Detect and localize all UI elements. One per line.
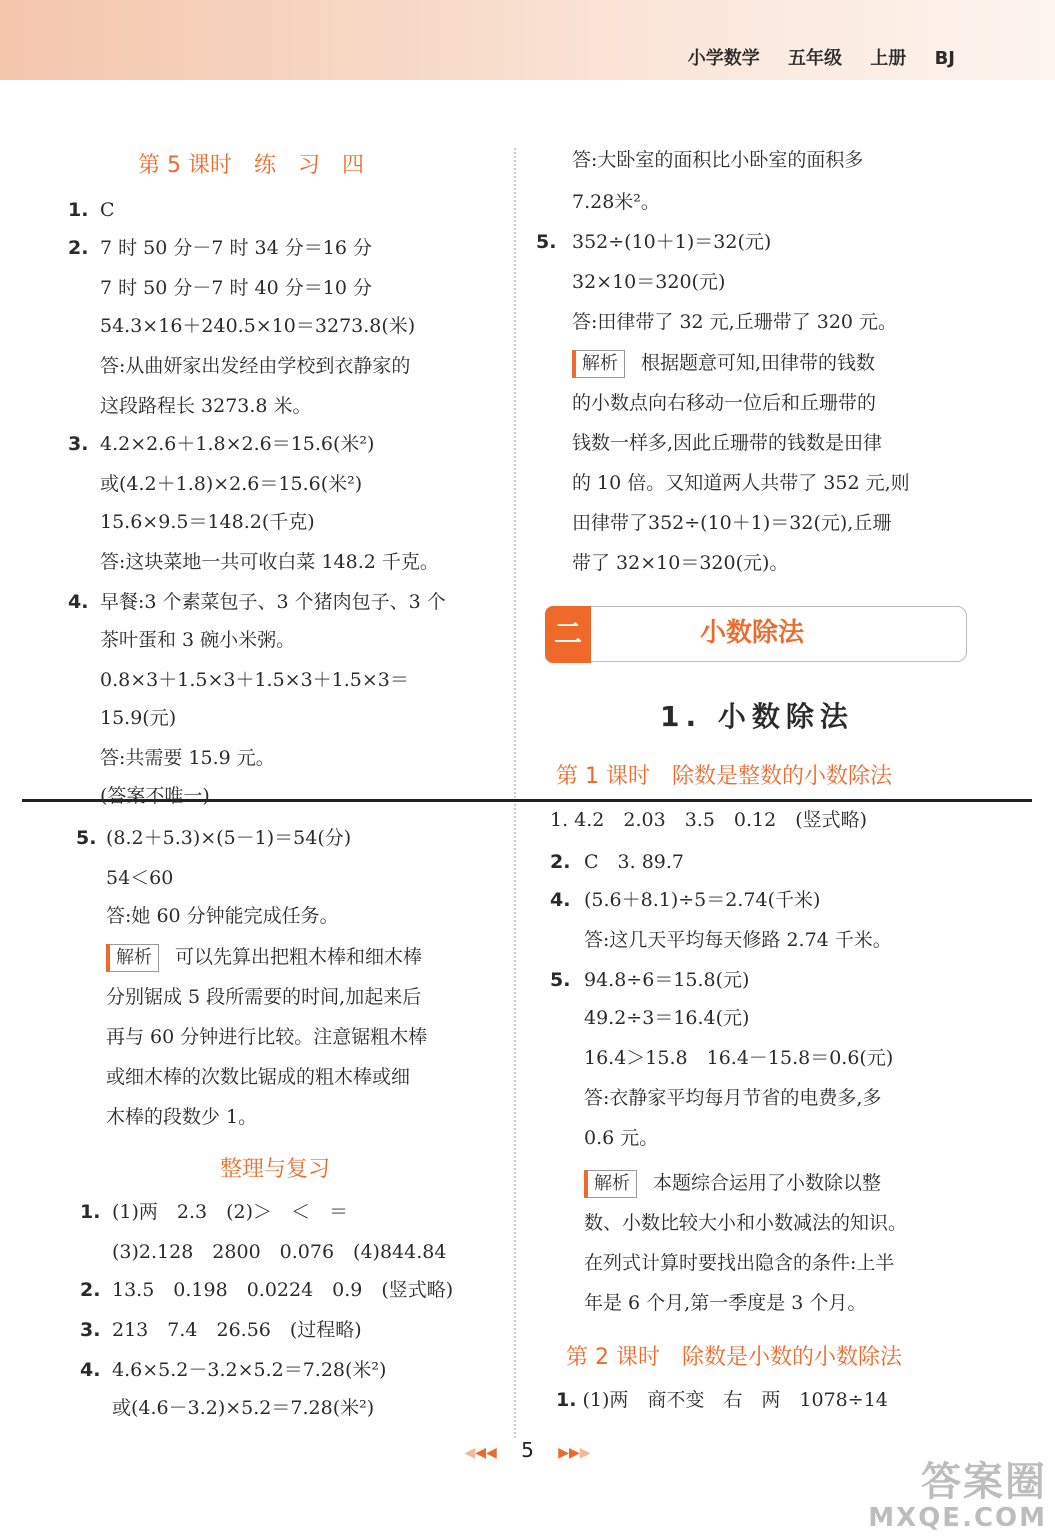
answer-text: 这段路程长 3273.8 米。 — [100, 395, 312, 417]
lesson2-line: 1. (1)两 商不变 右 两 1078÷14 — [556, 1389, 888, 1411]
volume: 上册 — [870, 48, 907, 69]
answer-text: C 3. 89.7 — [584, 851, 685, 873]
answer-line — [100, 464, 362, 504]
analysis-block — [106, 937, 422, 977]
question-number: 1. — [68, 199, 89, 221]
answer-line — [100, 698, 176, 738]
lesson1-title: 第 1 课时 除数是整数的小数除法 — [556, 764, 892, 789]
answer-text: 15.9(元) — [100, 707, 177, 729]
question-number: 4. — [68, 591, 89, 613]
analysis-line: 木棒的段数少 1。 — [106, 1106, 258, 1128]
answer-text: 茶叶蛋和 3 碗小米粥。 — [100, 629, 296, 651]
answer-text: 15.6×9.5＝148.2(千克) — [100, 511, 315, 533]
section-title: 1. 小数除法 — [660, 700, 854, 733]
question-number: 5. — [550, 969, 571, 991]
answer-line — [68, 424, 374, 464]
analysis-line: 或细木棒的次数比锯成的粗木棒或细 — [106, 1066, 411, 1088]
question-number: 3. — [68, 433, 89, 455]
question-number: 3. — [80, 1319, 101, 1341]
lesson2-title: 第 2 课时 除数是小数的小数除法 — [566, 1345, 902, 1370]
answer-text: 4.6×5.2－3.2×5.2＝7.28(米²) — [112, 1359, 387, 1381]
review-title: 整理与复习 — [220, 1157, 331, 1182]
answer-line — [584, 1078, 881, 1118]
answer-line — [100, 660, 409, 700]
answer-text: 0.8×3＋1.5×3＋1.5×3＋1.5×3＝ — [100, 669, 409, 691]
answer-text: (3)2.128 2800 0.076 (4)844.84 — [112, 1241, 447, 1263]
answer-text: 54.3×16＋240.5×10＝3273.8(米) — [100, 315, 416, 337]
answer-text: 答:大卧室的面积比小卧室的面积多 — [572, 149, 864, 171]
subject: 小学数学 — [687, 48, 760, 69]
edition: BJ — [934, 48, 955, 69]
watermark — [868, 1460, 1047, 1532]
answer-line — [100, 386, 312, 426]
answer-line — [106, 896, 339, 936]
answer-line — [76, 818, 351, 858]
answer-text: 7 时 50 分－7 时 34 分＝16 分 — [100, 237, 372, 259]
question-number: 2. — [68, 237, 89, 259]
answer-text: 早餐:3 个素菜包子、3 个猪肉包子、3 个 — [100, 591, 446, 613]
question-number: 2. — [550, 851, 571, 873]
question-number: 5. — [76, 827, 97, 849]
answer-line — [100, 268, 372, 308]
watermark-logo: 答案圈 — [921, 1459, 1047, 1505]
answer-line — [100, 502, 315, 542]
answer-text: 49.2÷3＝16.4(元) — [584, 1007, 750, 1029]
answer-text: 4.2×2.6＋1.8×2.6＝15.6(米²) — [100, 433, 375, 455]
analysis-line: 本题综合运用了小数除以整 — [653, 1172, 882, 1194]
answer-text: 94.8÷6＝15.8(元) — [584, 969, 750, 991]
answer-line — [584, 998, 749, 1038]
lesson1-first-line: 1. 4.2 2.03 3.5 0.12 (竖式略) — [550, 809, 868, 831]
column-divider — [514, 148, 516, 1438]
answer-text: 16.4＞15.8 16.4－15.8＝0.6(元) — [584, 1047, 894, 1069]
analysis-label: 解析 — [572, 350, 625, 378]
answer-line — [572, 262, 725, 302]
analysis-line: 再与 60 分钟进行比较。注意锯粗木棒 — [106, 1026, 428, 1048]
answer-line — [100, 542, 439, 582]
analysis-block — [572, 343, 875, 383]
answer-line — [572, 140, 863, 180]
analysis-line: 带了 32×10＝320(元)。 — [572, 552, 789, 574]
answer-line — [68, 190, 115, 230]
answer-line — [80, 1192, 348, 1232]
answer-line — [80, 1310, 362, 1350]
answer-text: 答:这几天平均每天修路 2.74 千米。 — [584, 929, 892, 951]
answer-line — [550, 960, 749, 1000]
analysis-line: 数、小数比较大小和小数减法的知识。 — [584, 1212, 908, 1234]
question-number: 2. — [80, 1279, 101, 1301]
answer-text: (1)两 2.3 (2)＞ ＜ ＝ — [112, 1201, 349, 1223]
unit-number: 二 — [545, 606, 591, 663]
answer-line — [584, 1038, 893, 1078]
answer-line — [100, 776, 210, 816]
analysis-label: 解析 — [106, 944, 159, 972]
unit-title: 小数除法 — [700, 618, 805, 648]
answer-text: 32×10＝320(元) — [572, 271, 726, 293]
answer-text: (8.2＋5.3)×(5－1)＝54(分) — [106, 827, 352, 849]
answer-text: 54＜60 — [106, 867, 174, 889]
answer-line — [572, 182, 660, 222]
analysis-line: 可以先算出把粗木棒和细木棒 — [175, 946, 423, 968]
analysis-label: 解析 — [584, 1170, 637, 1198]
analysis-line: 根据题意可知,田律带的钱数 — [641, 352, 876, 374]
answer-line — [550, 842, 684, 882]
analysis-line: 在列式计算时要找出隐含的条件:上半 — [584, 1252, 895, 1274]
book-header — [666, 44, 955, 70]
answer-text: C — [100, 199, 115, 221]
page-number: ◀◀◀ 5 ▶▶▶ — [464, 1438, 591, 1462]
answer-line — [100, 738, 275, 778]
answer-text: 7.28米²。 — [572, 191, 660, 213]
analysis-line: 田律带了352÷(10＋1)＝32(元),丘珊 — [572, 512, 892, 534]
answer-text: 答:从曲妍家出发经由学校到衣静家的 — [100, 355, 411, 377]
answer-line — [80, 1270, 453, 1310]
answer-line — [100, 620, 295, 660]
answer-text: 或(4.6－3.2)×5.2＝7.28(米²) — [112, 1397, 375, 1419]
answer-text: (答案不唯一) — [100, 785, 210, 807]
answer-line — [584, 1118, 658, 1158]
answer-line — [112, 1232, 446, 1272]
answer-text: 13.5 0.198 0.0224 0.9 (竖式略) — [112, 1279, 454, 1301]
lesson5-title: 第 5 课时 练 习 四 — [138, 153, 364, 178]
analysis-line: 钱数一样多,因此丘珊带的钱数是田律 — [572, 432, 883, 454]
answer-line — [100, 306, 415, 346]
question-number: 5. — [536, 231, 557, 253]
answer-text: 或(4.2＋1.8)×2.6＝15.6(米²) — [100, 473, 363, 495]
answer-line — [80, 1350, 386, 1390]
answer-text: 答:衣静家平均每月节省的电费多,多 — [584, 1087, 882, 1109]
answer-line — [584, 920, 892, 960]
watermark-url: MXQE.COM — [868, 1503, 1047, 1533]
answer-text: 答:她 60 分钟能完成任务。 — [106, 905, 339, 927]
page-number-text: 5 — [521, 1438, 534, 1462]
answer-line — [106, 858, 173, 898]
answer-text: 答:田律带了 32 元,丘珊带了 320 元。 — [572, 311, 898, 333]
answer-line — [572, 302, 897, 342]
answer-text: (5.6＋8.1)÷5＝2.74(千米) — [584, 889, 821, 911]
answer-line — [550, 880, 820, 920]
answer-line — [100, 346, 410, 386]
answer-text: 0.6 元。 — [584, 1127, 659, 1149]
answer-text: 7 时 50 分－7 时 40 分＝10 分 — [100, 277, 372, 299]
analysis-line: 年是 6 个月,第一季度是 3 个月。 — [584, 1292, 867, 1314]
question-number: 1. — [80, 1201, 101, 1223]
answer-text: 213 7.4 26.56 (过程略) — [112, 1319, 362, 1341]
question-number: 4. — [80, 1359, 101, 1381]
answer-text: 答:共需要 15.9 元。 — [100, 747, 275, 769]
analysis-block — [584, 1163, 881, 1203]
question-number: 4. — [550, 889, 571, 911]
answer-text: 答:这块菜地一共可收白菜 148.2 千克。 — [100, 551, 439, 573]
answer-line — [68, 228, 372, 268]
answer-line — [536, 222, 771, 262]
analysis-line: 分别锯成 5 段所需要的时间,加起来后 — [106, 986, 422, 1008]
answer-text: 352÷(10＋1)＝32(元) — [572, 231, 772, 253]
answer-line — [112, 1388, 374, 1428]
answer-line — [68, 582, 446, 622]
analysis-line: 的小数点向右移动一位后和丘珊带的 — [572, 392, 877, 414]
analysis-line: 的 10 倍。又知道两人共带了 352 元,则 — [572, 472, 910, 494]
grade: 五年级 — [788, 48, 843, 69]
